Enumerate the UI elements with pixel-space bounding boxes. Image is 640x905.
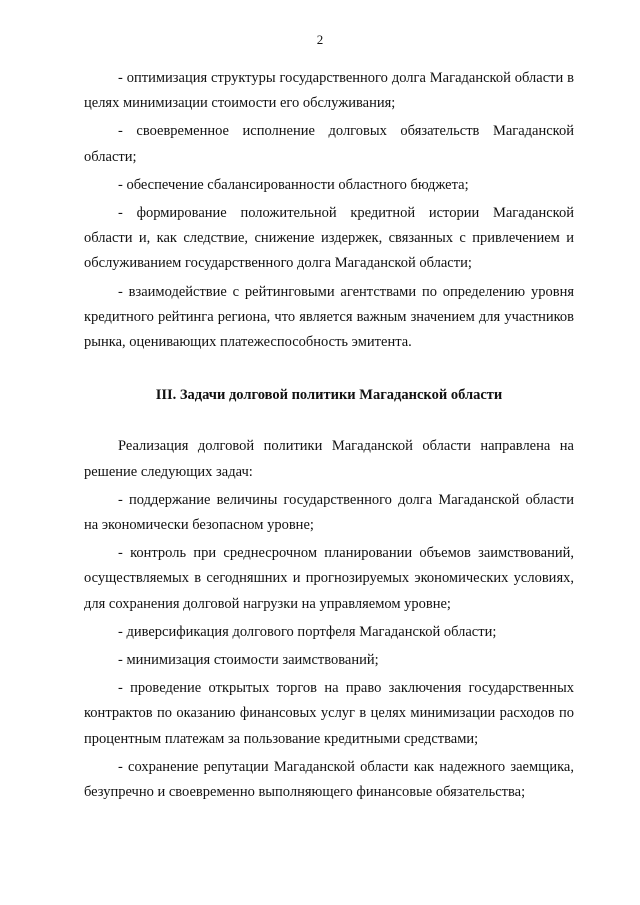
- list-item: - контроль при среднесрочном планировании объемов заимствований, осуществляемых в сегодняшних и прогнозируемых экономических условиях, для сохранения долговой нагрузки на управляемом уровне;: [84, 545, 574, 612]
- list-item: - формирование положительной кредитной истории Магаданской области и, как следствие, снижение издержек, связанных с привлечением и обслуживанием государственного долга Магаданской области;: [84, 205, 574, 272]
- section-heading: III. Задачи долговой политики Магаданской области: [155, 387, 503, 404]
- list-item: - диверсификация долгового портфеля Магаданской области;: [118, 623, 497, 640]
- list-item: - обеспечение сбалансированности областного бюджета;: [118, 176, 469, 193]
- list-item: - сохранение репутации Магаданской области как надежного заемщика, безупречно и своевременно выполняющего финансовые обязательства;: [84, 758, 574, 801]
- list-item: - взаимодействие с рейтинговыми агентствами по определению уровня кредитного рейтинга региона, что является важным значением для участников рынка, оценивающих платежеспособность эмитента.: [84, 283, 574, 351]
- document-body: [84, 66, 574, 805]
- list-item: - поддержание величины государственного долга Магаданской области на экономически безопасном уровне;: [84, 491, 574, 534]
- list-item: - проведение открытых торгов на право заключения государственных контрактов по оказанию финансовых услуг в целях минимизации расходов по процентным платежам за пользование кредитными средствами;: [84, 680, 574, 747]
- page-number: 2: [316, 32, 324, 47]
- list-item: - оптимизация структуры государственного долга Магаданской области в целях минимизации стоимости его обслуживания;: [84, 70, 574, 112]
- list-item: - своевременное исполнение долговых обязательств Магаданской области;: [84, 123, 574, 165]
- section-intro: Реализация долговой политики Магаданской области направлена на решение следующих задач:: [84, 438, 574, 480]
- list-item: - минимизация стоимости заимствований;: [118, 652, 379, 669]
